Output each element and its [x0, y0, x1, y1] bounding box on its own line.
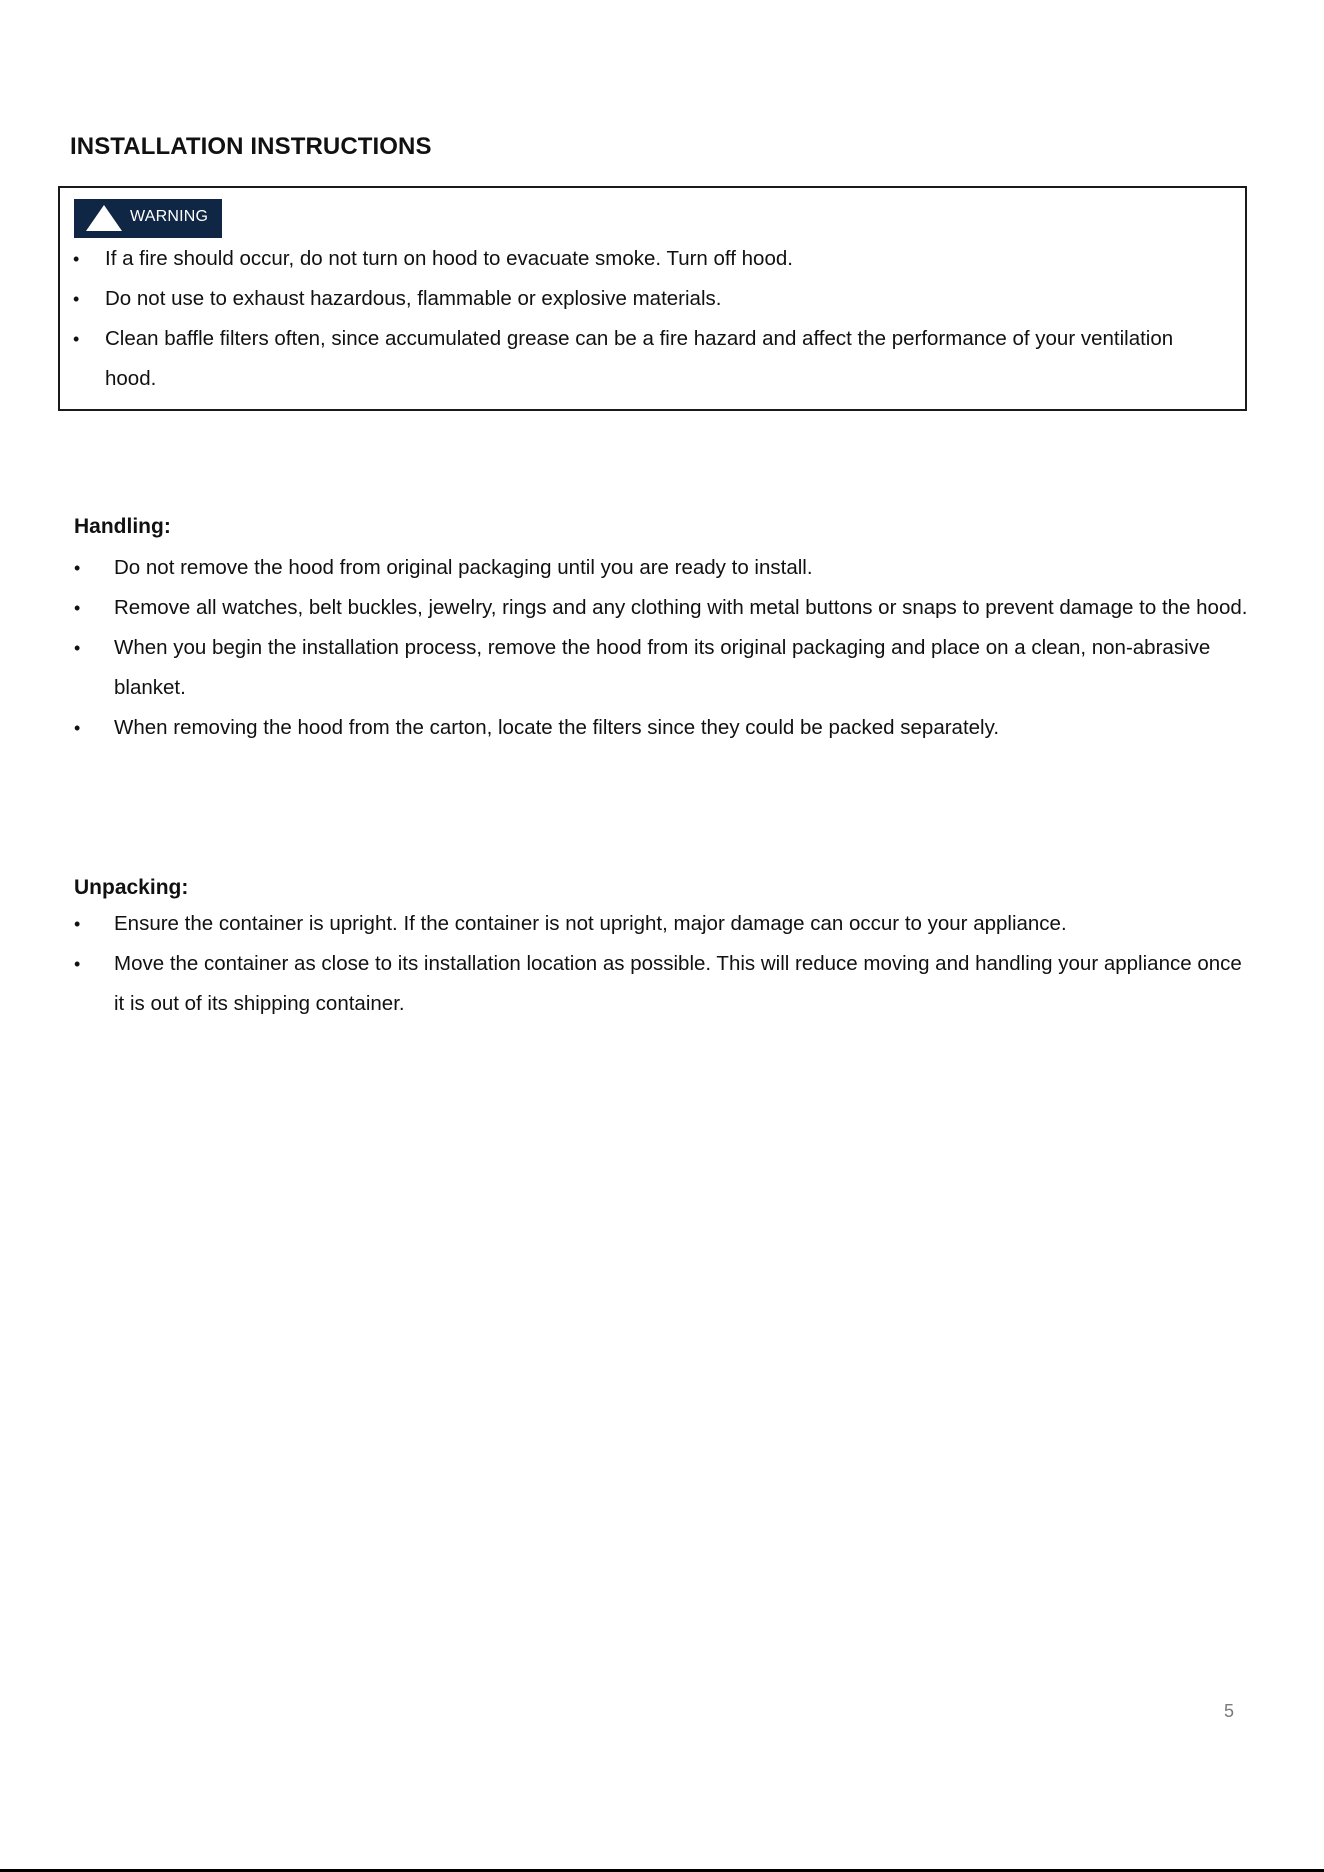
- handling-heading: Handling:: [74, 515, 171, 538]
- unpacking-heading: Unpacking:: [74, 876, 189, 899]
- list-item: [74, 548, 1254, 588]
- warning-item-text: If a fire should occur, do not turn on hood to evacuate smoke. Turn off hood.: [105, 247, 793, 270]
- handling-item-text: Do not remove the hood from original packaging until you are ready to install.: [114, 556, 813, 579]
- bullet-marker: •: [73, 289, 80, 309]
- unpacking-list: [74, 904, 1254, 1024]
- handling-item-text: When you begin the installation process, remove the hood from its original packaging and place on a clean, non-abrasive blanket.: [114, 636, 1211, 699]
- warning-badge: [74, 199, 222, 238]
- list-item: [74, 628, 1254, 708]
- bullet-marker: •: [74, 638, 81, 658]
- warning-item-text: Clean baffle filters often, since accumulated grease can be a fire hazard and affect the performance of your ventilation hood.: [105, 327, 1174, 390]
- warning-label: WARNING: [130, 208, 209, 225]
- handling-item-text: Remove all watches, belt buckles, jewelry, rings and any clothing with metal buttons or snaps to prevent damage to the hood.: [114, 596, 1248, 619]
- page-title: INSTALLATION INSTRUCTIONS: [70, 133, 432, 160]
- bullet-marker: •: [73, 249, 80, 269]
- list-item: [74, 588, 1254, 628]
- bullet-marker: •: [74, 718, 81, 738]
- list-item: [60, 279, 1220, 319]
- unpacking-item-text: Move the container as close to its installation location as possible. This will reduce moving and handling your appliance once it is out of its shipping container.: [114, 952, 1242, 1015]
- handling-item-text: When removing the hood from the carton, locate the filters since they could be packed separately.: [114, 716, 1000, 739]
- bullet-marker: •: [74, 954, 81, 974]
- unpacking-item-text: Ensure the container is upright. If the container is not upright, major damage can occur to your appliance.: [114, 912, 1067, 935]
- list-item: [74, 708, 1254, 748]
- warning-triangle-icon: [85, 204, 123, 232]
- warning-item-text: Do not use to exhaust hazardous, flammable or explosive materials.: [105, 287, 722, 310]
- warning-list: [60, 239, 1220, 399]
- list-item: [74, 904, 1254, 944]
- handling-list: [74, 548, 1254, 748]
- bullet-marker: •: [74, 598, 81, 618]
- list-item: [60, 239, 1220, 279]
- bullet-marker: •: [73, 329, 80, 349]
- page-number: 5: [1224, 1701, 1235, 1721]
- bullet-marker: •: [74, 914, 81, 934]
- bullet-marker: •: [74, 558, 81, 578]
- warning-box: [58, 186, 1247, 411]
- list-item: [60, 319, 1220, 399]
- list-item: [74, 944, 1254, 1024]
